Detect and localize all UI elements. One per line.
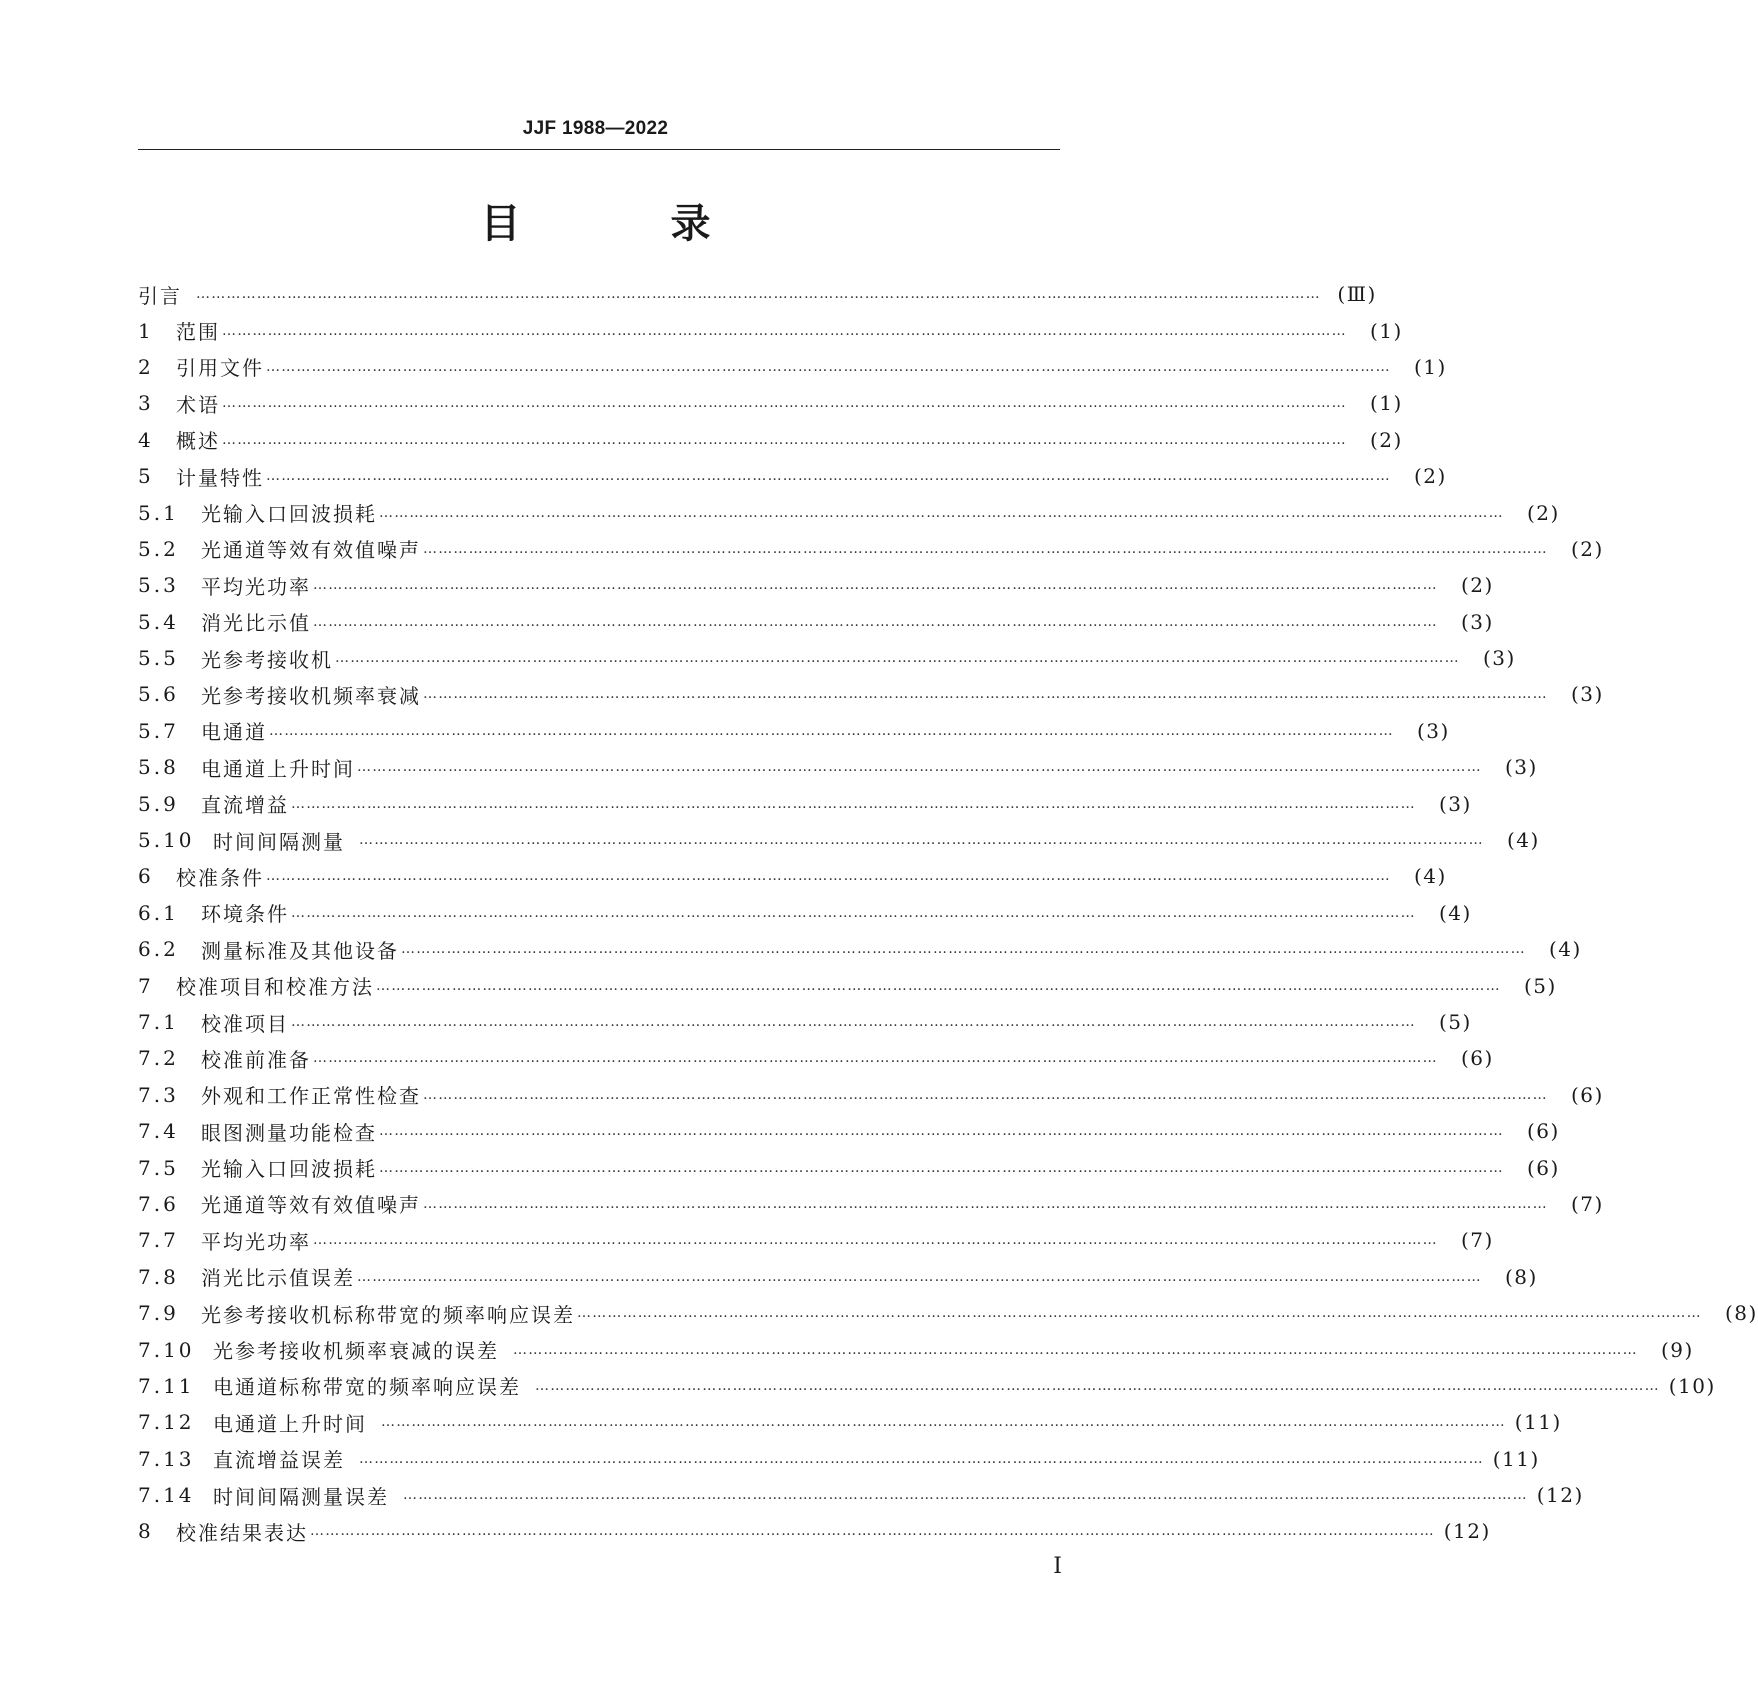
toc-entry[interactable] xyxy=(138,422,1403,458)
toc-entry-page: (11) xyxy=(1514,1410,1562,1435)
toc-entry-number: 4 xyxy=(138,427,154,452)
toc-leader-dots: …………………………………………………………………………………………………………………………………………………………………………………………………… xyxy=(313,613,1438,630)
toc-entry-label: 计量特性 xyxy=(176,465,264,490)
toc-entry-label: 光通道等效有效值噪声 xyxy=(201,538,421,563)
toc-entry-page: (2) xyxy=(1570,536,1604,561)
toc-leader-dots: …………………………………………………………………………………………………………………………………………………………………………………………………… xyxy=(196,286,1321,303)
toc-leader-dots: …………………………………………………………………………………………………………………………………………………………………………………………………… xyxy=(423,1195,1548,1212)
toc-entry-label: 范围 xyxy=(176,320,220,345)
toc-entry-page: (8) xyxy=(1504,1264,1538,1289)
toc-entry[interactable] xyxy=(138,276,1377,312)
toc-entry-number: 5 xyxy=(138,464,154,489)
toc-leader-dots: …………………………………………………………………………………………………………………………………………………………………………………………………… xyxy=(381,1414,1506,1431)
toc-entry-page: (6) xyxy=(1526,1155,1560,1180)
toc-entry-number: 5.7 xyxy=(138,718,179,743)
toc-entry-number: 3 xyxy=(138,391,154,416)
toc-entry-label: 消光比示值 xyxy=(201,611,311,636)
toc-entry-label: 光通道等效有效值噪声 xyxy=(201,1193,421,1218)
toc-entry-page: (6) xyxy=(1460,1046,1494,1071)
toc-entry-label: 光参考接收机标称带宽的频率响应误差 xyxy=(201,1302,575,1327)
toc-leader-dots: …………………………………………………………………………………………………………………………………………………………………………………………………… xyxy=(266,468,1391,485)
toc-entry-page: (1) xyxy=(1413,354,1447,379)
toc-entry-label: 光输入口回波损耗 xyxy=(201,1157,377,1182)
toc-entry[interactable] xyxy=(138,1077,1604,1113)
toc-entry-page: (12) xyxy=(1536,1483,1584,1508)
toc-leader-dots: …………………………………………………………………………………………………………………………………………………………………………………………………… xyxy=(401,941,1526,958)
toc-entry-page: (3) xyxy=(1438,791,1472,816)
toc-entry-number: 7.6 xyxy=(138,1191,179,1216)
toc-entry-page: (11) xyxy=(1492,1446,1540,1471)
toc-leader-dots: …………………………………………………………………………………………………………………………………………………………………………………………………… xyxy=(379,1159,1504,1176)
toc-leader-dots: …………………………………………………………………………………………………………………………………………………………………………………………………… xyxy=(379,504,1504,521)
toc-leader-dots: …………………………………………………………………………………………………………………………………………………………………………………………………… xyxy=(222,322,1347,339)
toc-entry-page: (4) xyxy=(1413,864,1447,889)
header-rule xyxy=(138,149,1060,150)
toc-entry[interactable] xyxy=(138,713,1450,749)
toc-entry-label: 时间间隔测量 xyxy=(213,829,345,854)
toc-entry-page: (3) xyxy=(1460,609,1494,634)
toc-entry-page: (2) xyxy=(1460,573,1494,598)
toc-entry-number: 7.11 xyxy=(138,1373,195,1398)
toc-entry[interactable] xyxy=(138,385,1403,421)
standard-code-header: JJF 1988—2022 xyxy=(522,118,669,139)
toc-entry[interactable] xyxy=(138,458,1447,494)
toc-leader-dots: …………………………………………………………………………………………………………………………………………………………………………………………………… xyxy=(357,759,1482,776)
toc-leader-dots: …………………………………………………………………………………………………………………………………………………………………………………………………… xyxy=(423,1086,1548,1103)
toc-entry-label: 术语 xyxy=(176,392,220,417)
toc-entry-page: (6) xyxy=(1526,1119,1560,1144)
toc-leader-dots: …………………………………………………………………………………………………………………………………………………………………………………………………… xyxy=(359,1450,1484,1467)
toc-leader-dots: …………………………………………………………………………………………………………………………………………………………………………………………………… xyxy=(266,358,1391,375)
toc-entry[interactable] xyxy=(138,1513,1491,1549)
toc-title: 目 录 xyxy=(480,201,779,247)
toc-entry-page: (4) xyxy=(1438,900,1472,925)
toc-entry-label: 校准项目和校准方法 xyxy=(176,975,374,1000)
toc-entry-number: 5.10 xyxy=(138,828,195,853)
toc-entry[interactable] xyxy=(138,785,1472,821)
toc-leader-dots: …………………………………………………………………………………………………………………………………………………………………………………………………… xyxy=(359,832,1484,849)
toc-entry[interactable] xyxy=(138,531,1604,567)
toc-entry-page: (2) xyxy=(1369,427,1403,452)
toc-entry-number: 7.7 xyxy=(138,1228,179,1253)
toc-entry-label: 消光比示值误差 xyxy=(201,1266,355,1291)
toc-entry-label: 时间间隔测量误差 xyxy=(213,1484,389,1509)
toc-entry-page: (Ⅲ) xyxy=(1337,282,1377,307)
toc-entry[interactable] xyxy=(138,1149,1560,1185)
toc-leader-dots: …………………………………………………………………………………………………………………………………………………………………………………………………… xyxy=(423,540,1548,557)
toc-leader-dots: …………………………………………………………………………………………………………………………………………………………………………………………………… xyxy=(403,1487,1528,1504)
toc-entry-page: (10) xyxy=(1668,1373,1716,1398)
toc-entry[interactable] xyxy=(138,1113,1560,1149)
toc-entry-page: (7) xyxy=(1570,1191,1604,1216)
toc-entry[interactable] xyxy=(138,931,1582,967)
toc-entry[interactable] xyxy=(138,567,1494,603)
toc-entry-page: (9) xyxy=(1660,1337,1694,1362)
toc-entry-label: 直流增益 xyxy=(201,793,289,818)
toc-leader-dots: …………………………………………………………………………………………………………………………………………………………………………………………………… xyxy=(269,722,1394,739)
toc-entry-label: 光参考接收机 xyxy=(201,647,333,672)
toc-entry-page: (1) xyxy=(1369,318,1403,343)
toc-entry[interactable] xyxy=(138,1295,1758,1331)
toc-entry-label: 电通道标称带宽的频率响应误差 xyxy=(213,1375,521,1400)
toc-leader-dots: …………………………………………………………………………………………………………………………………………………………………………………………………… xyxy=(291,904,1416,921)
toc-entry-page: (8) xyxy=(1724,1301,1758,1326)
toc-entry-number: 5.6 xyxy=(138,682,179,707)
toc-entry[interactable] xyxy=(138,1040,1494,1076)
toc-entry-number: 7.1 xyxy=(138,1010,179,1034)
toc-entry-number: 8 xyxy=(138,1519,154,1544)
toc-entry[interactable] xyxy=(138,1186,1604,1222)
toc-entry-label: 光参考接收机频率衰减的误差 xyxy=(213,1339,499,1364)
toc-leader-dots: …………………………………………………………………………………………………………………………………………………………………………………………………… xyxy=(513,1341,1638,1358)
toc-entry-page: (2) xyxy=(1413,464,1447,489)
toc-entry-page: (4) xyxy=(1506,828,1540,853)
toc-entry-page: (1) xyxy=(1369,391,1403,416)
toc-entry-label: 测量标准及其他设备 xyxy=(201,938,399,963)
toc-entry-label: 平均光功率 xyxy=(201,574,311,599)
toc-entry-number: 7.3 xyxy=(138,1082,179,1107)
toc-entry-number: 5.2 xyxy=(138,536,179,561)
toc-entry-label: 引用文件 xyxy=(176,356,264,381)
toc-entry-number: 7.5 xyxy=(138,1155,179,1180)
toc-entry[interactable] xyxy=(138,494,1560,530)
toc-entry-number: 5.4 xyxy=(138,609,179,634)
toc-entry-label: 眼图测量功能检查 xyxy=(201,1120,377,1145)
toc-entry-page: (3) xyxy=(1504,755,1538,780)
toc-leader-dots: …………………………………………………………………………………………………………………………………………………………………………………………………… xyxy=(577,1305,1702,1322)
toc-entry-number: 7.12 xyxy=(138,1410,195,1435)
toc-entry[interactable] xyxy=(138,676,1604,712)
toc-entry-label: 校准前准备 xyxy=(201,1047,311,1072)
toc-entry-label: 校准项目 xyxy=(201,1011,289,1036)
toc-entry-number: 5.3 xyxy=(138,573,179,598)
toc-entry[interactable] xyxy=(138,640,1516,676)
toc-entry-number: 7.4 xyxy=(138,1119,179,1144)
table-of-contents xyxy=(138,276,1758,1550)
toc-entry-number: 7.8 xyxy=(138,1264,179,1289)
toc-entry-page: (12) xyxy=(1443,1519,1491,1544)
toc-entry-number: 7.2 xyxy=(138,1046,179,1071)
toc-leader-dots: …………………………………………………………………………………………………………………………………………………………………………………………………… xyxy=(313,577,1438,594)
toc-entry[interactable] xyxy=(138,858,1447,894)
toc-entry[interactable] xyxy=(138,1259,1538,1295)
toc-entry-page: (7) xyxy=(1460,1228,1494,1253)
toc-entry[interactable] xyxy=(138,967,1557,1003)
toc-entry-label: 校准结果表达 xyxy=(176,1520,308,1545)
toc-entry-label: 电通道上升时间 xyxy=(201,756,355,781)
toc-entry-label: 电通道上升时间 xyxy=(213,1411,367,1436)
toc-entry-number: 7.13 xyxy=(138,1446,195,1471)
toc-leader-dots: …………………………………………………………………………………………………………………………………………………………………………………………………… xyxy=(291,795,1416,812)
toc-leader-dots: …………………………………………………………………………………………………………………………………………………………………………………………………… xyxy=(310,1523,1435,1540)
toc-leader-dots: …………………………………………………………………………………………………………………………………………………………………………………………………… xyxy=(357,1268,1482,1285)
toc-leader-dots: …………………………………………………………………………………………………………………………………………………………………………………………………… xyxy=(376,977,1501,994)
toc-entry[interactable] xyxy=(138,1441,1540,1477)
toc-entry[interactable] xyxy=(138,312,1403,348)
page-number: I xyxy=(1053,1554,1062,1579)
toc-entry-number: 7.10 xyxy=(138,1337,195,1362)
toc-entry-page: (5) xyxy=(1523,973,1557,998)
toc-leader-dots: …………………………………………………………………………………………………………………………………………………………………………………………………… xyxy=(379,1123,1504,1140)
toc-leader-dots: …………………………………………………………………………………………………………………………………………………………………………………………………… xyxy=(222,431,1347,448)
toc-entry[interactable] xyxy=(138,1222,1494,1258)
toc-entry[interactable] xyxy=(138,604,1494,640)
toc-entry-page: (3) xyxy=(1416,718,1450,743)
toc-entry-page: (3) xyxy=(1570,682,1604,707)
toc-entry-number: 5.8 xyxy=(138,755,179,780)
toc-entry[interactable] xyxy=(138,822,1540,858)
toc-entry[interactable] xyxy=(138,1404,1562,1440)
toc-entry-number: 7 xyxy=(138,973,154,998)
toc-entry-number: 6 xyxy=(138,864,154,889)
toc-entry-number: 5.1 xyxy=(138,500,179,525)
toc-entry-label: 校准条件 xyxy=(176,865,264,890)
toc-entry-page: (3) xyxy=(1482,646,1516,671)
toc-entry-number: 5.9 xyxy=(138,791,179,816)
toc-leader-dots: …………………………………………………………………………………………………………………………………………………………………………………………………… xyxy=(222,395,1347,412)
toc-entry-number: 2 xyxy=(138,354,154,379)
toc-entry-label: 直流增益误差 xyxy=(213,1448,345,1473)
toc-entry-label: 平均光功率 xyxy=(201,1229,311,1254)
toc-entry-label: 电通道 xyxy=(201,720,267,745)
toc-entry-label: 光输入口回波损耗 xyxy=(201,502,377,527)
toc-entry-number: 5.5 xyxy=(138,646,179,671)
toc-entry-label: 引言 xyxy=(138,283,182,308)
toc-entry[interactable] xyxy=(138,1004,1472,1040)
toc-entry-label: 概述 xyxy=(176,429,220,454)
toc-entry[interactable] xyxy=(138,1368,1716,1404)
toc-entry-page: (4) xyxy=(1548,937,1582,962)
toc-entry-page: (5) xyxy=(1438,1010,1472,1034)
toc-entry[interactable] xyxy=(138,1331,1694,1367)
toc-leader-dots: …………………………………………………………………………………………………………………………………………………………………………………………………… xyxy=(313,1050,1438,1067)
toc-entry[interactable] xyxy=(138,1477,1584,1513)
toc-entry-number: 6.2 xyxy=(138,937,179,962)
toc-entry-number: 6.1 xyxy=(138,900,179,925)
toc-entry-number: 7.14 xyxy=(138,1483,195,1508)
toc-entry-page: (6) xyxy=(1570,1082,1604,1107)
toc-entry-page: (2) xyxy=(1526,500,1560,525)
toc-leader-dots: …………………………………………………………………………………………………………………………………………………………………………………………………… xyxy=(266,868,1391,885)
toc-entry-label: 环境条件 xyxy=(201,902,289,927)
toc-leader-dots: …………………………………………………………………………………………………………………………………………………………………………………………………… xyxy=(335,650,1460,667)
toc-entry-label: 外观和工作正常性检查 xyxy=(201,1084,421,1109)
toc-leader-dots: …………………………………………………………………………………………………………………………………………………………………………………………………… xyxy=(535,1377,1660,1394)
toc-entry[interactable] xyxy=(138,749,1538,785)
toc-entry[interactable] xyxy=(138,895,1472,931)
toc-entry-label: 光参考接收机频率衰减 xyxy=(201,683,421,708)
toc-leader-dots: …………………………………………………………………………………………………………………………………………………………………………………………………… xyxy=(313,1232,1438,1249)
toc-entry-number: 1 xyxy=(138,318,154,343)
toc-entry-number: 7.9 xyxy=(138,1301,179,1326)
toc-leader-dots: …………………………………………………………………………………………………………………………………………………………………………………………………… xyxy=(423,686,1548,703)
toc-leader-dots: …………………………………………………………………………………………………………………………………………………………………………………………………… xyxy=(291,1014,1416,1030)
toc-entry[interactable] xyxy=(138,349,1447,385)
